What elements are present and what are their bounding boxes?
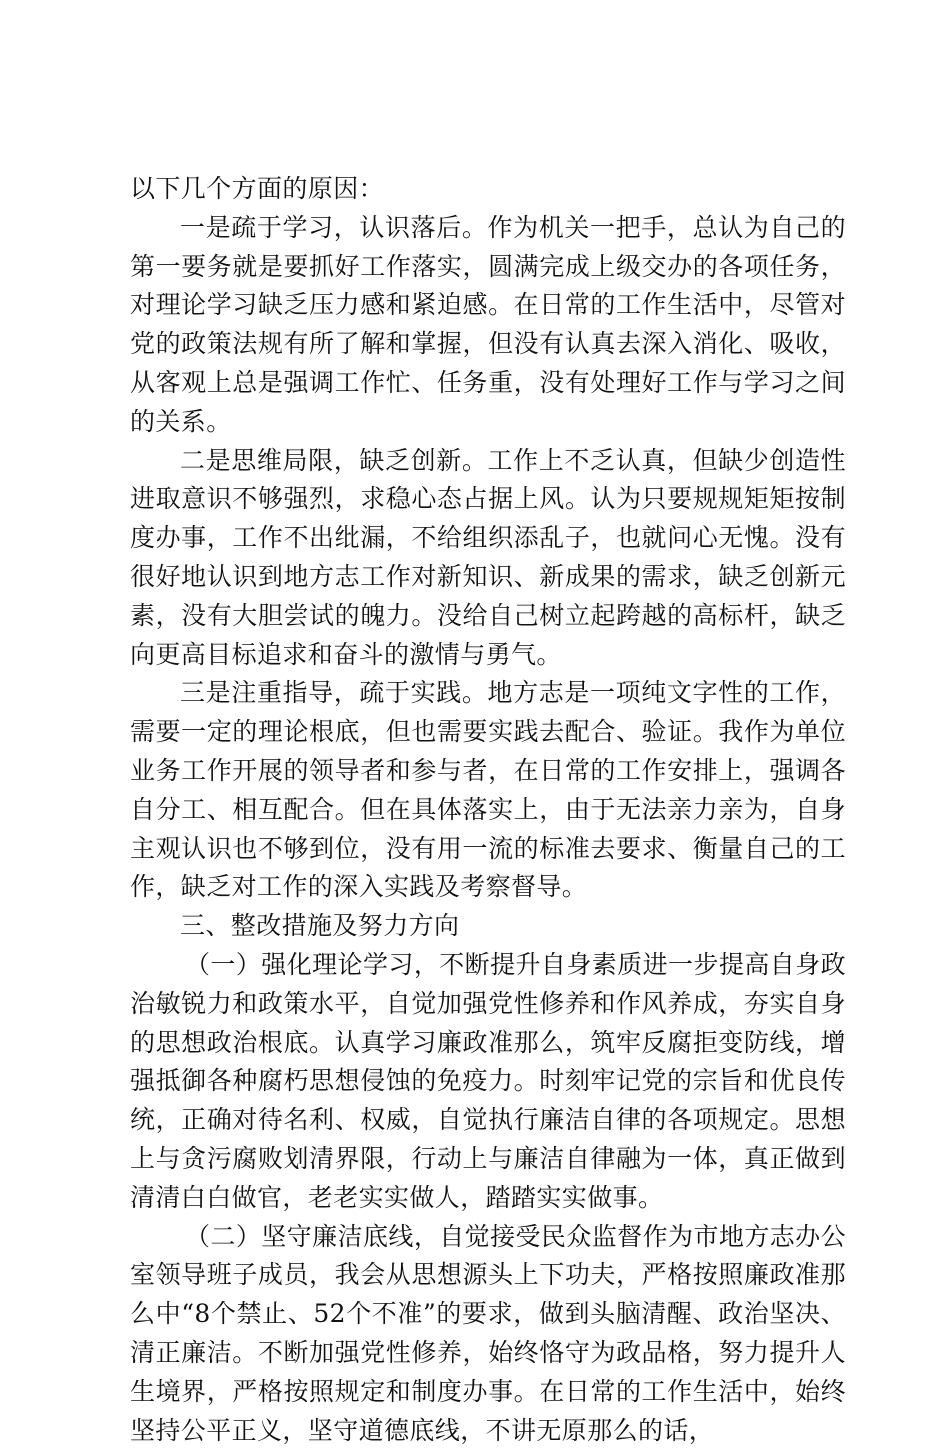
document-body xyxy=(130,170,846,1450)
paragraph-measure-integrity: （二）坚守廉洁底线，自觉接受民众监督作为市地方志办公室领导班子成员，我会从思想源头上下功夫，严格按照廉政准那么中“8个禁止、52个不准”的要求，做到头脑清醒、政治坚决、清正廉洁。不断加强党性修养，始终恪守为政品格，努力提升人生境界，严格按照规定和制度办事。在日常的工作生活中，始终坚持公平正义，坚守道德底线，不讲无原那么的话， xyxy=(130,1221,846,1445)
paragraph-intro-line: 以下几个方面的原因： xyxy=(130,174,385,203)
paragraph-reason-practice: 三是注重指导，疏于实践。地方志是一项纯文字性的工作，需要一定的理论根底，但也需要实践去配合、验证。我作为单位业务工作开展的领导者和参与者，在日常的工作安排上，强调各自分工、相互配合。但在具体落实上，由于无法亲力亲为，自身主观认识也不够到位，没有用一流的标准去要求、衡量自己的工作，缺乏对工作的深入实践及考察督导。 xyxy=(130,678,846,902)
paragraph-measure-theory: （一）强化理论学习，不断提升自身素质进一步提高自身政治敏锐力和政策水平，自觉加强党性修养和作风养成，夯实自身的思想政治根底。认真学习廉政准那么，筑牢反腐拒变防线，增强抵御各种腐朽思想侵蚀的免疫力。时刻牢记党的宗旨和优良传统，正确对待名利、权威，自觉执行廉洁自律的各项规定。思想上与贪污腐败划清界限，行动上与廉洁自律融为一体，真正做到清清白白做官，老老实实做人，踏踏实实做事。 xyxy=(130,949,846,1212)
paragraph-reason-innovation: 二是思维局限，缺乏创新。工作上不乏认真，但缺少创造性进取意识不够强烈，求稳心态占据上风。认为只要规规矩矩按制度办事，工作不出纰漏，不给组织添乱子，也就问心无愧。没有很好地认识到地方志工作对新知识、新成果的需求，缺乏创新元素，没有大胆尝试的魄力。没给自己树立起跨越的高标杆，缺乏向更高目标追求和奋斗的激情与勇气。 xyxy=(130,445,846,669)
section-heading-measures: 三、整改措施及努力方向 xyxy=(180,911,460,941)
paragraph-reason-study: 一是疏于学习，认识落后。作为机关一把手，总认为自己的第一要务就是要抓好工作落实，圆满完成上级交办的各项任务，对理论学习缺乏压力感和紧迫感。在日常的工作生活中，尽管对党的政策法规有所了解和掌握，但没有认真去深入消化、吸收，从客观上总是强调工作忙、任务重，没有处理好工作与学习之间的关系。 xyxy=(130,212,846,436)
